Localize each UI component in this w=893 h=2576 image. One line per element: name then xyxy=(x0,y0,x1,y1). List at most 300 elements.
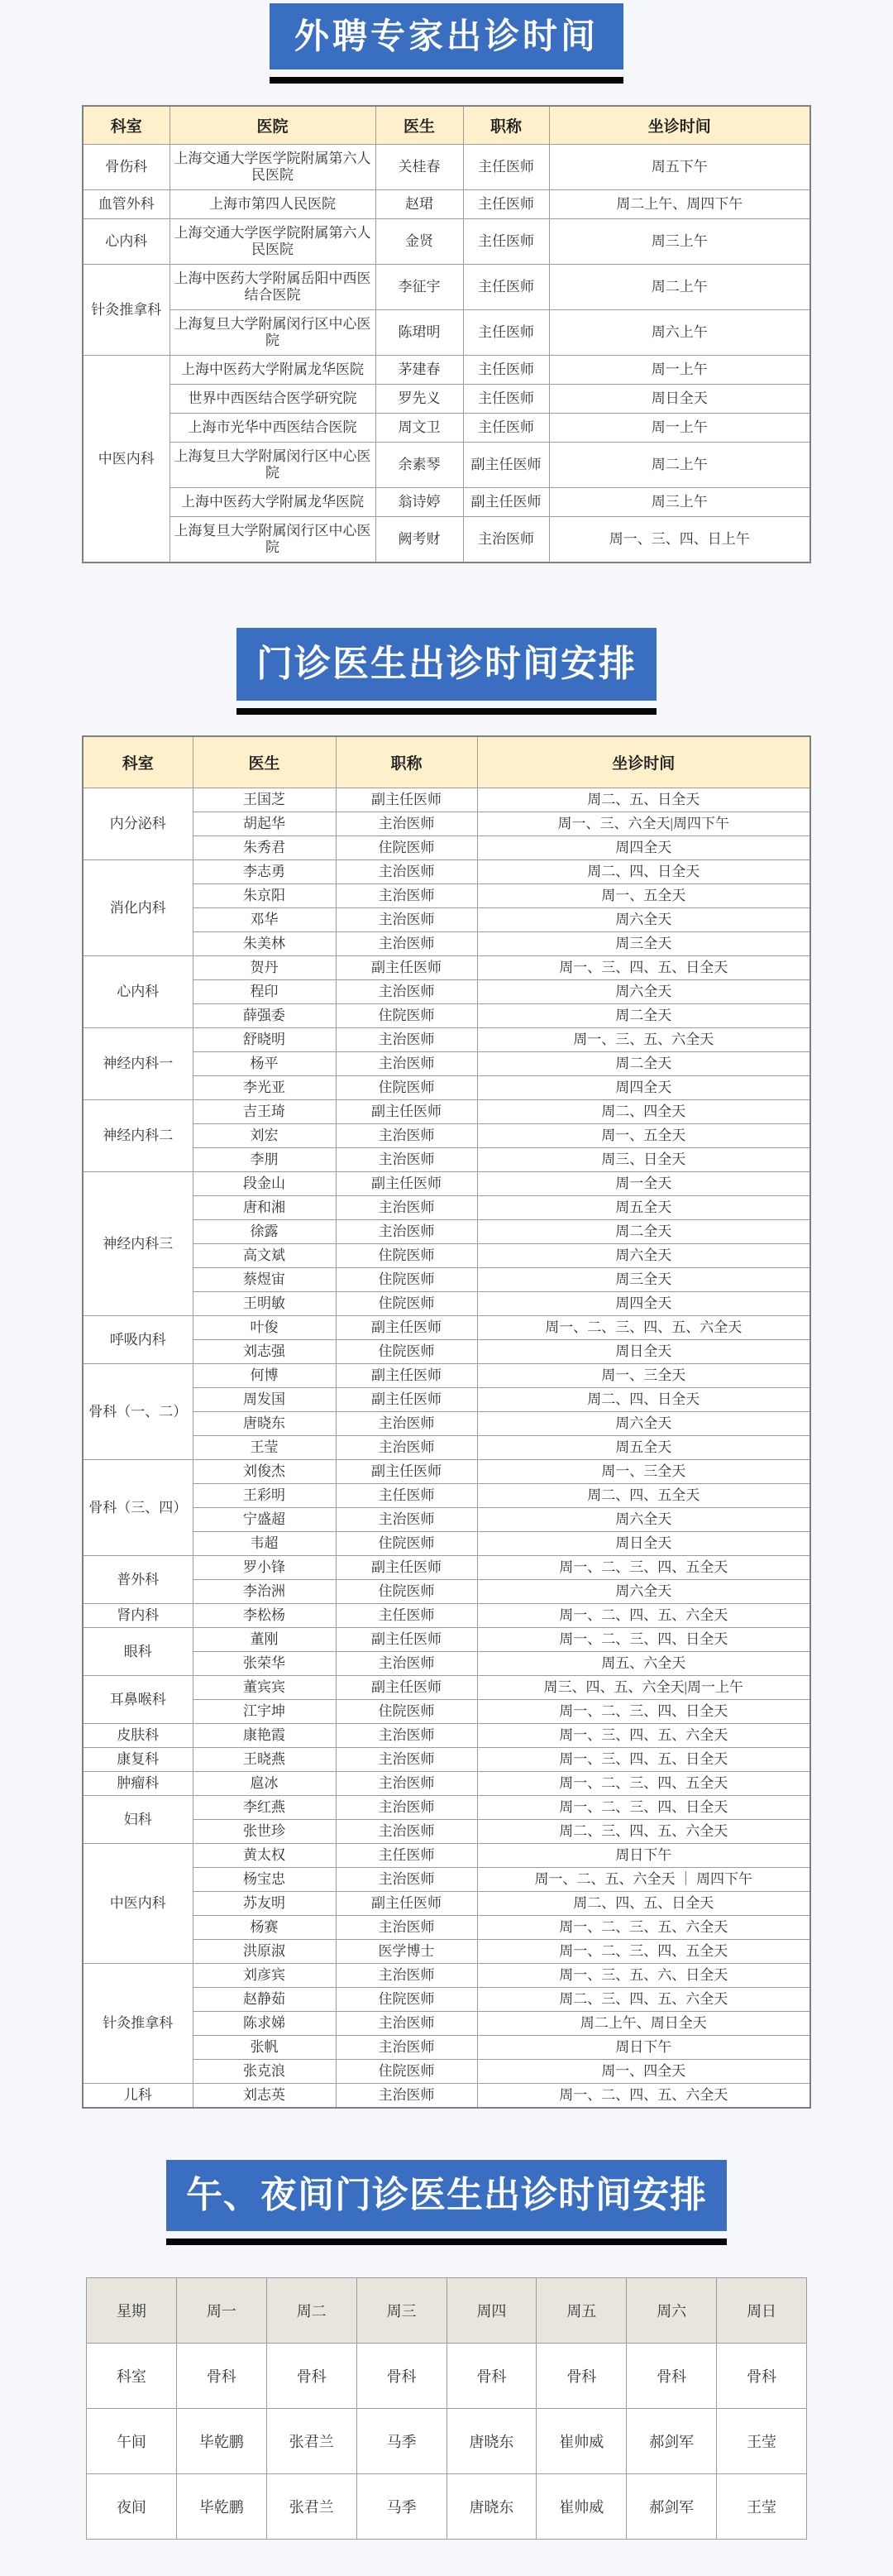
table-row xyxy=(83,443,810,488)
doctor-cell: 王明敏 xyxy=(193,1292,336,1316)
schedule-cell: 骨科 xyxy=(446,2344,537,2409)
time-cell: 周三全天 xyxy=(477,1268,810,1292)
time-cell: 周五全天 xyxy=(477,1436,810,1460)
job-title-cell: 主治医师 xyxy=(336,1772,477,1796)
doctor-cell: 徐露 xyxy=(193,1220,336,1244)
doctor-cell: 罗小锋 xyxy=(193,1556,336,1580)
doctor-cell: 赵珺 xyxy=(375,190,463,219)
doctor-cell: 李治洲 xyxy=(193,1580,336,1604)
doctor-cell: 李红燕 xyxy=(193,1796,336,1820)
column-header: 科室 xyxy=(83,736,193,788)
column-header: 坐诊时间 xyxy=(477,736,810,788)
doctor-cell: 唐和湘 xyxy=(193,1196,336,1220)
job-title-cell: 主任医师 xyxy=(463,190,549,219)
department-cell: 心内科 xyxy=(83,219,170,265)
schedule-cell: 张君兰 xyxy=(266,2409,356,2474)
column-header: 科室 xyxy=(83,106,170,145)
table-row xyxy=(83,517,810,563)
table-row xyxy=(83,1964,810,1988)
doctor-cell: 张世珍 xyxy=(193,1820,336,1844)
time-cell: 周一上午 xyxy=(549,414,810,443)
doctor-cell: 蔡煜宙 xyxy=(193,1268,336,1292)
doctor-cell: 江宇坤 xyxy=(193,1700,336,1724)
job-title-cell: 主治医师 xyxy=(336,1124,477,1148)
table-row xyxy=(83,1460,810,1484)
job-title-cell: 主治医师 xyxy=(336,1196,477,1220)
time-cell: 周日全天 xyxy=(477,1340,810,1364)
job-title-cell: 住院医师 xyxy=(336,2060,477,2084)
schedule-cell: 毕乾鹏 xyxy=(176,2409,266,2474)
section1-title: 外聘专家出诊时间 xyxy=(270,3,623,69)
time-cell: 周一、四全天 xyxy=(477,2060,810,2084)
schedule-cell: 郝剑军 xyxy=(627,2409,717,2474)
doctor-cell: 胡起华 xyxy=(193,812,336,836)
table-row xyxy=(83,488,810,517)
doctor-cell: 宁盛超 xyxy=(193,1508,336,1532)
job-title-cell: 主治医师 xyxy=(336,1220,477,1244)
job-title-cell: 副主任医师 xyxy=(336,1628,477,1652)
day-header-cell: 周三 xyxy=(356,2278,446,2344)
time-cell: 周一、三、四、五、日全天 xyxy=(477,1748,810,1772)
doctor-cell: 王莹 xyxy=(193,1436,336,1460)
section1-title-underline xyxy=(270,77,623,84)
schedule-cell: 马季 xyxy=(356,2474,446,2540)
doctor-cell: 段金山 xyxy=(193,1172,336,1196)
row-label-cell: 科室 xyxy=(87,2344,177,2409)
section3-title: 午、夜间门诊医生出诊时间安排 xyxy=(166,2160,727,2231)
time-cell: 周日下午 xyxy=(477,2036,810,2060)
job-title-cell: 主治医师 xyxy=(336,1148,477,1172)
doctor-cell: 刘志英 xyxy=(193,2084,336,2109)
table-row xyxy=(83,356,810,385)
job-title-cell: 主治医师 xyxy=(336,908,477,932)
doctor-cell: 刘俊杰 xyxy=(193,1460,336,1484)
day-header-cell: 周五 xyxy=(537,2278,627,2344)
job-title-cell: 主治医师 xyxy=(336,1508,477,1532)
job-title-cell: 主任医师 xyxy=(463,310,549,356)
column-header: 职称 xyxy=(336,736,477,788)
time-cell: 周六上午 xyxy=(549,310,810,356)
job-title-cell: 主治医师 xyxy=(336,1724,477,1748)
table-row xyxy=(83,1556,810,1580)
time-cell: 周一、二、三、四、五、六全天 xyxy=(477,1316,810,1340)
time-cell: 周一全天 xyxy=(477,1172,810,1196)
job-title-cell: 主治医师 xyxy=(336,932,477,956)
job-title-cell: 住院医师 xyxy=(336,1076,477,1100)
job-title-cell: 副主任医师 xyxy=(336,1172,477,1196)
doctor-cell: 周发国 xyxy=(193,1388,336,1412)
job-title-cell: 主治医师 xyxy=(336,1748,477,1772)
table-row xyxy=(83,190,810,219)
job-title-cell: 主治医师 xyxy=(336,884,477,908)
doctor-cell: 韦超 xyxy=(193,1532,336,1556)
day-header-cell: 周一 xyxy=(176,2278,266,2344)
schedule-cell: 骨科 xyxy=(356,2344,446,2409)
job-title-cell: 主治医师 xyxy=(336,1436,477,1460)
job-title-cell: 主任医师 xyxy=(463,385,549,414)
doctor-cell: 张克浪 xyxy=(193,2060,336,2084)
doctor-cell: 吉王琦 xyxy=(193,1100,336,1124)
table-row xyxy=(83,1604,810,1628)
time-cell: 周一、二、五、六全天 ｜ 周四下午 xyxy=(477,1868,810,1892)
section2-banner xyxy=(236,628,657,715)
schedule-cell: 王莹 xyxy=(717,2474,807,2540)
table-row xyxy=(83,1844,810,1868)
time-cell: 周一、三、四、五、六全天 xyxy=(477,1724,810,1748)
doctor-cell: 朱秀君 xyxy=(193,836,336,860)
time-cell: 周一上午 xyxy=(549,356,810,385)
doctor-cell: 王晓燕 xyxy=(193,1748,336,1772)
job-title-cell: 副主任医师 xyxy=(336,1892,477,1916)
doctor-cell: 杨赛 xyxy=(193,1916,336,1940)
doctor-cell: 刘彦宾 xyxy=(193,1964,336,1988)
department-cell: 呼吸内科 xyxy=(83,1316,193,1364)
day-header-cell: 周四 xyxy=(446,2278,537,2344)
job-title-cell: 住院医师 xyxy=(336,1532,477,1556)
table-row xyxy=(83,385,810,414)
department-cell: 眼科 xyxy=(83,1628,193,1676)
table-row xyxy=(83,1724,810,1748)
schedule-cell: 骨科 xyxy=(537,2344,627,2409)
time-cell: 周四全天 xyxy=(477,836,810,860)
department-cell: 心内科 xyxy=(83,956,193,1028)
doctor-cell: 朱美林 xyxy=(193,932,336,956)
job-title-cell: 副主任医师 xyxy=(336,1100,477,1124)
doctor-cell: 周文卫 xyxy=(375,414,463,443)
table-row xyxy=(83,1628,810,1652)
doctor-cell: 金贤 xyxy=(375,219,463,265)
time-cell: 周二、四、日全天 xyxy=(477,860,810,884)
time-cell: 周日全天 xyxy=(477,1532,810,1556)
day-header-cell: 周六 xyxy=(627,2278,717,2344)
job-title-cell: 主任医师 xyxy=(463,414,549,443)
department-cell: 妇科 xyxy=(83,1796,193,1844)
job-title-cell: 主治医师 xyxy=(336,1796,477,1820)
job-title-cell: 住院医师 xyxy=(336,1340,477,1364)
table-row xyxy=(87,2344,807,2409)
department-cell: 儿科 xyxy=(83,2084,193,2109)
department-cell: 皮肤科 xyxy=(83,1724,193,1748)
header-row xyxy=(83,736,810,788)
table-row xyxy=(83,1748,810,1772)
schedule-cell: 骨科 xyxy=(266,2344,356,2409)
time-cell: 周五全天 xyxy=(477,1196,810,1220)
job-title-cell: 主治医师 xyxy=(336,1412,477,1436)
doctor-cell: 程印 xyxy=(193,980,336,1004)
doctor-cell: 阙考财 xyxy=(375,517,463,563)
time-cell: 周六全天 xyxy=(477,908,810,932)
table-row xyxy=(83,219,810,265)
department-cell: 内分泌科 xyxy=(83,788,193,860)
column-header: 职称 xyxy=(463,106,549,145)
schedule-cell: 骨科 xyxy=(717,2344,807,2409)
column-header: 坐诊时间 xyxy=(549,106,810,145)
hospital-cell: 上海中医药大学附属龙华医院 xyxy=(170,488,375,517)
time-cell: 周二、四全天 xyxy=(477,1100,810,1124)
doctor-cell: 朱京阳 xyxy=(193,884,336,908)
job-title-cell: 副主任医师 xyxy=(336,1364,477,1388)
schedule-cell: 马季 xyxy=(356,2409,446,2474)
table-row xyxy=(83,2084,810,2109)
schedule-cell: 毕乾鹏 xyxy=(176,2474,266,2540)
time-cell: 周一、三、五、六、日全天 xyxy=(477,1964,810,1988)
job-title-cell: 副主任医师 xyxy=(336,788,477,812)
hospital-cell: 世界中西医结合医学研究院 xyxy=(170,385,375,414)
job-title-cell: 住院医师 xyxy=(336,836,477,860)
time-cell: 周二上午 xyxy=(549,265,810,310)
job-title-cell: 主治医师 xyxy=(336,1964,477,1988)
job-title-cell: 医学博士 xyxy=(336,1940,477,1964)
time-cell: 周一、二、三、四、五全天 xyxy=(477,1556,810,1580)
job-title-cell: 主治医师 xyxy=(336,980,477,1004)
table-row xyxy=(87,2474,807,2540)
header-row xyxy=(87,2278,807,2344)
doctor-cell: 何博 xyxy=(193,1364,336,1388)
job-title-cell: 主任医师 xyxy=(463,265,549,310)
doctor-cell: 赵静茹 xyxy=(193,1988,336,2012)
schedule-cell: 唐晓东 xyxy=(446,2409,537,2474)
row-label-cell: 夜间 xyxy=(87,2474,177,2540)
job-title-cell: 住院医师 xyxy=(336,1988,477,2012)
time-cell: 周三、日全天 xyxy=(477,1148,810,1172)
schedule-cell: 骨科 xyxy=(627,2344,717,2409)
doctor-cell: 苏友明 xyxy=(193,1892,336,1916)
header-row xyxy=(83,106,810,145)
noon-night-schedule-table xyxy=(86,2277,807,2540)
hospital-cell: 上海复旦大学附属闵行区中心医院 xyxy=(170,310,375,356)
job-title-cell: 副主任医师 xyxy=(336,1676,477,1700)
time-cell: 周一、二、三、四、五全天 xyxy=(477,1940,810,1964)
time-cell: 周五下午 xyxy=(549,145,810,190)
job-title-cell: 主治医师 xyxy=(336,2012,477,2036)
day-header-cell: 周二 xyxy=(266,2278,356,2344)
department-cell: 普外科 xyxy=(83,1556,193,1604)
schedule-cell: 崔帅威 xyxy=(537,2474,627,2540)
hospital-cell: 上海复旦大学附属闵行区中心医院 xyxy=(170,443,375,488)
job-title-cell: 主治医师 xyxy=(336,1820,477,1844)
doctor-cell: 王国芝 xyxy=(193,788,336,812)
external-experts-table xyxy=(82,105,811,563)
column-header: 医生 xyxy=(375,106,463,145)
section-outpatient-doctors xyxy=(0,628,893,2109)
department-cell: 消化内科 xyxy=(83,860,193,956)
section1-banner xyxy=(270,3,623,84)
job-title-cell: 住院医师 xyxy=(336,1004,477,1028)
time-cell: 周六全天 xyxy=(477,1580,810,1604)
outpatient-doctors-table xyxy=(82,735,811,2109)
job-title-cell: 主治医师 xyxy=(336,2084,477,2109)
time-cell: 周一、二、四、五、六全天 xyxy=(477,1604,810,1628)
schedule-cell: 骨科 xyxy=(176,2344,266,2409)
time-cell: 周六全天 xyxy=(477,1244,810,1268)
time-cell: 周一、三全天 xyxy=(477,1460,810,1484)
doctor-cell: 高文斌 xyxy=(193,1244,336,1268)
time-cell: 周二上午、周四下午 xyxy=(549,190,810,219)
job-title-cell: 住院医师 xyxy=(336,1700,477,1724)
time-cell: 周一、二、三、四、日全天 xyxy=(477,1628,810,1652)
column-header: 医生 xyxy=(193,736,336,788)
hospital-cell: 上海中医药大学附属岳阳中西医结合医院 xyxy=(170,265,375,310)
time-cell: 周一、三全天 xyxy=(477,1364,810,1388)
time-cell: 周六全天 xyxy=(477,1412,810,1436)
table-row xyxy=(83,860,810,884)
doctor-cell: 茅建春 xyxy=(375,356,463,385)
job-title-cell: 住院医师 xyxy=(336,1244,477,1268)
time-cell: 周日下午 xyxy=(477,1844,810,1868)
time-cell: 周一、三、四、五、日全天 xyxy=(477,956,810,980)
time-cell: 周二全天 xyxy=(477,1052,810,1076)
department-cell: 神经内科三 xyxy=(83,1172,193,1316)
row-label-cell: 午间 xyxy=(87,2409,177,2474)
table-row xyxy=(83,1100,810,1124)
table-row xyxy=(83,956,810,980)
doctor-cell: 李松杨 xyxy=(193,1604,336,1628)
time-cell: 周二上午 xyxy=(549,443,810,488)
section3-banner xyxy=(166,2160,727,2245)
department-cell: 中医内科 xyxy=(83,356,170,563)
department-cell: 康复科 xyxy=(83,1748,193,1772)
table-row xyxy=(87,2409,807,2474)
job-title-cell: 主任医师 xyxy=(336,1484,477,1508)
doctor-cell: 唐晓东 xyxy=(193,1412,336,1436)
doctor-cell: 叶俊 xyxy=(193,1316,336,1340)
department-cell: 针灸推拿科 xyxy=(83,1964,193,2084)
doctor-cell: 李志勇 xyxy=(193,860,336,884)
job-title-cell: 副主任医师 xyxy=(463,443,549,488)
department-cell: 骨科（一、二） xyxy=(83,1364,193,1460)
department-cell: 骨伤科 xyxy=(83,145,170,190)
doctor-cell: 翁诗婷 xyxy=(375,488,463,517)
department-cell: 骨科（三、四） xyxy=(83,1460,193,1556)
table-row xyxy=(83,265,810,310)
time-cell: 周二上午、周日全天 xyxy=(477,2012,810,2036)
job-title-cell: 住院医师 xyxy=(336,1580,477,1604)
time-cell: 周一、三、五、六全天 xyxy=(477,1028,810,1052)
doctor-cell: 余素琴 xyxy=(375,443,463,488)
time-cell: 周一、五全天 xyxy=(477,1124,810,1148)
doctor-cell: 陈珺明 xyxy=(375,310,463,356)
department-cell: 神经内科一 xyxy=(83,1028,193,1100)
day-header-cell: 周日 xyxy=(717,2278,807,2344)
job-title-cell: 住院医师 xyxy=(336,1268,477,1292)
doctor-cell: 刘志强 xyxy=(193,1340,336,1364)
hospital-cell: 上海交通大学医学院附属第六人民医院 xyxy=(170,145,375,190)
hospital-cell: 上海市第四人民医院 xyxy=(170,190,375,219)
doctor-cell: 张荣华 xyxy=(193,1652,336,1676)
job-title-cell: 副主任医师 xyxy=(336,1460,477,1484)
doctor-cell: 杨平 xyxy=(193,1052,336,1076)
section2-title-underline xyxy=(236,708,657,715)
time-cell: 周二、四、五全天 xyxy=(477,1484,810,1508)
table-row xyxy=(83,1172,810,1196)
doctor-cell: 洪原淑 xyxy=(193,1940,336,1964)
department-cell: 耳鼻喉科 xyxy=(83,1676,193,1724)
time-cell: 周一、二、三、四、日全天 xyxy=(477,1700,810,1724)
table-row xyxy=(83,1316,810,1340)
job-title-cell: 主治医师 xyxy=(336,860,477,884)
section2-title: 门诊医生出诊时间安排 xyxy=(236,628,657,701)
job-title-cell: 副主任医师 xyxy=(336,956,477,980)
job-title-cell: 副主任医师 xyxy=(336,1388,477,1412)
job-title-cell: 住院医师 xyxy=(336,1292,477,1316)
table-row xyxy=(83,145,810,190)
time-cell: 周五、六全天 xyxy=(477,1652,810,1676)
department-cell: 中医内科 xyxy=(83,1844,193,1964)
time-cell: 周一、三、四、日上午 xyxy=(549,517,810,563)
doctor-cell: 邓华 xyxy=(193,908,336,932)
hospital-cell: 上海市光华中西医结合医院 xyxy=(170,414,375,443)
table-row xyxy=(83,788,810,812)
job-title-cell: 主治医师 xyxy=(336,1028,477,1052)
time-cell: 周二、三、四、五、六全天 xyxy=(477,1988,810,2012)
job-title-cell: 主治医师 xyxy=(336,1868,477,1892)
time-cell: 周二、四、日全天 xyxy=(477,1388,810,1412)
schedule-cell: 郝剑军 xyxy=(627,2474,717,2540)
time-cell: 周三上午 xyxy=(549,488,810,517)
time-cell: 周一、二、三、四、五全天 xyxy=(477,1772,810,1796)
schedule-cell: 张君兰 xyxy=(266,2474,356,2540)
schedule-cell: 王莹 xyxy=(717,2409,807,2474)
section3-title-underline xyxy=(166,2238,727,2245)
doctor-cell: 关桂春 xyxy=(375,145,463,190)
schedule-cell: 崔帅威 xyxy=(537,2409,627,2474)
doctor-cell: 陈求娣 xyxy=(193,2012,336,2036)
time-cell: 周一、三、六全天|周四下午 xyxy=(477,812,810,836)
table-row xyxy=(83,310,810,356)
doctor-cell: 扈冰 xyxy=(193,1772,336,1796)
time-cell: 周日全天 xyxy=(549,385,810,414)
job-title-cell: 主任医师 xyxy=(463,356,549,385)
table-row xyxy=(83,1796,810,1820)
job-title-cell: 主治医师 xyxy=(336,812,477,836)
time-cell: 周六全天 xyxy=(477,980,810,1004)
section-noon-night-doctors xyxy=(0,2160,893,2540)
doctor-cell: 李朋 xyxy=(193,1148,336,1172)
schedule-cell: 唐晓东 xyxy=(446,2474,537,2540)
column-header: 医院 xyxy=(170,106,375,145)
hospital-cell: 上海中医药大学附属龙华医院 xyxy=(170,356,375,385)
department-cell: 肾内科 xyxy=(83,1604,193,1628)
doctor-cell: 李光亚 xyxy=(193,1076,336,1100)
table-row xyxy=(83,1676,810,1700)
job-title-cell: 主治医师 xyxy=(336,1052,477,1076)
department-cell: 神经内科二 xyxy=(83,1100,193,1172)
time-cell: 周二全天 xyxy=(477,1220,810,1244)
job-title-cell: 主任医师 xyxy=(336,1604,477,1628)
doctor-cell: 李征宇 xyxy=(375,265,463,310)
department-cell: 针灸推拿科 xyxy=(83,265,170,356)
hospital-cell: 上海交通大学医学院附属第六人民医院 xyxy=(170,219,375,265)
doctor-cell: 董宾宾 xyxy=(193,1676,336,1700)
hospital-cell: 上海复旦大学附属闵行区中心医院 xyxy=(170,517,375,563)
job-title-cell: 主任医师 xyxy=(463,219,549,265)
time-cell: 周二、四、五、日全天 xyxy=(477,1892,810,1916)
time-cell: 周二全天 xyxy=(477,1004,810,1028)
corner-header-cell: 星期 xyxy=(87,2278,177,2344)
job-title-cell: 副主任医师 xyxy=(463,488,549,517)
doctor-cell: 薛强委 xyxy=(193,1004,336,1028)
time-cell: 周一、二、三、五、六全天 xyxy=(477,1916,810,1940)
time-cell: 周六全天 xyxy=(477,1508,810,1532)
job-title-cell: 主治医师 xyxy=(463,517,549,563)
doctor-cell: 康艳霞 xyxy=(193,1724,336,1748)
job-title-cell: 副主任医师 xyxy=(336,1316,477,1340)
time-cell: 周四全天 xyxy=(477,1076,810,1100)
time-cell: 周三、四、五、六全天|周一上午 xyxy=(477,1676,810,1700)
department-cell: 肿瘤科 xyxy=(83,1772,193,1796)
time-cell: 周三上午 xyxy=(549,219,810,265)
job-title-cell: 主任医师 xyxy=(336,1844,477,1868)
